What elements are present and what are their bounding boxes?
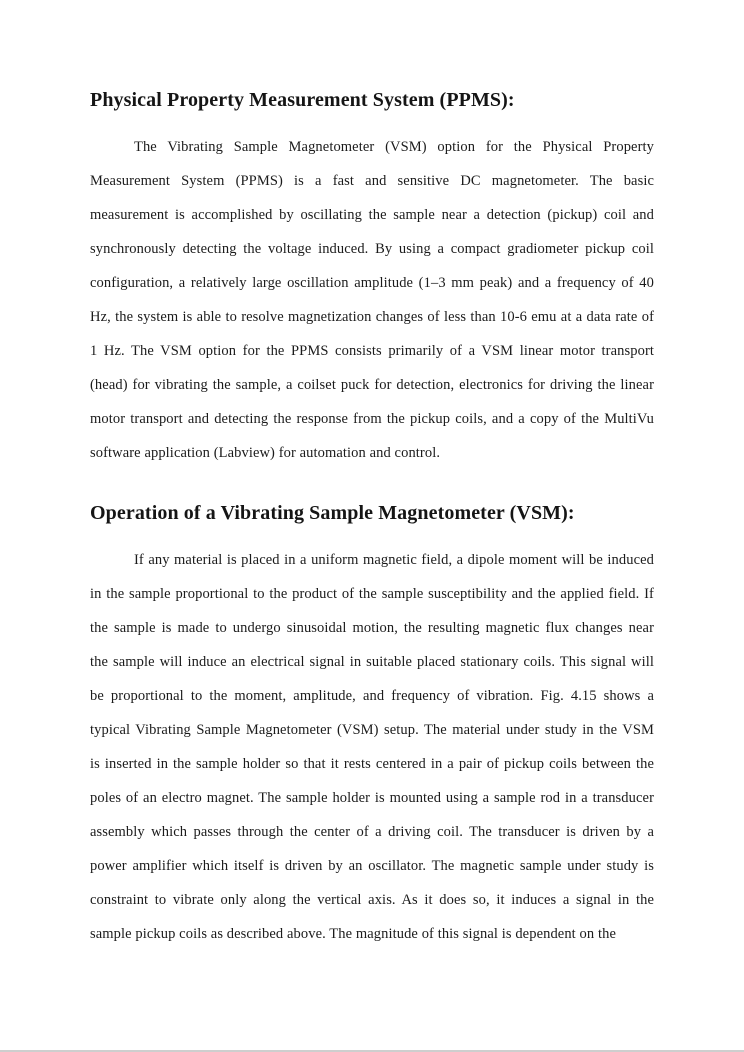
text-line: is inserted in the sample holder so that it rests centered in a pair of pickup coils between the: [90, 756, 654, 772]
text-line: in the sample proportional to the product of the sample susceptibility and the applied field. If: [90, 586, 654, 602]
text-line: power amplifier which itself is driven by an oscillator. The magnetic sample under study is: [90, 858, 654, 874]
text-line: (head) for vibrating the sample, a coilset puck for detection, electronics for driving the linear: [90, 377, 654, 393]
text-line: 1 Hz. The VSM option for the PPMS consists primarily of a VSM linear motor transport: [90, 343, 654, 359]
text-line: be proportional to the moment, amplitude, and frequency of vibration. Fig. 4.15 shows a: [90, 688, 654, 704]
text-line: Hz, the system is able to resolve magnetization changes of less than 10-6 emu at a data rate of: [90, 309, 654, 325]
text-line: configuration, a relatively large oscillation amplitude (1–3 mm peak) and a frequency of 40: [90, 275, 654, 291]
text-line: assembly which passes through the center of a driving coil. The transducer is driven by a: [90, 824, 654, 840]
paragraph-vsm-operation: [90, 543, 654, 951]
text-line: sample pickup coils as described above. The magnitude of this signal is dependent on the: [90, 926, 616, 942]
text-line: The Vibrating Sample Magnetometer (VSM) option for the Physical Property: [134, 139, 654, 155]
section-heading-vsm-operation: Operation of a Vibrating Sample Magnetometer (VSM):: [90, 502, 575, 524]
text-line: measurement is accomplished by oscillating the sample near a detection (pickup) coil and: [90, 207, 654, 223]
text-line: Measurement System (PPMS) is a fast and sensitive DC magnetometer. The basic: [90, 173, 654, 189]
text-line: synchronously detecting the voltage induced. By using a compact gradiometer pickup coil: [90, 241, 654, 257]
text-line: software application (Labview) for automation and control.: [90, 445, 441, 461]
text-line: constraint to vibrate only along the vertical axis. As it does so, it induces a signal in the: [90, 892, 654, 908]
text-line: the sample will induce an electrical signal in suitable placed stationary coils. This signal will: [90, 654, 654, 670]
text-line: If any material is placed in a uniform magnetic field, a dipole moment will be induced: [134, 552, 654, 568]
text-line: poles of an electro magnet. The sample holder is mounted using a sample rod in a transducer: [90, 790, 654, 806]
text-line: typical Vibrating Sample Magnetometer (VSM) setup. The material under study in the VSM: [90, 722, 654, 738]
text-line: the sample is made to undergo sinusoidal motion, the resulting magnetic flux changes near: [90, 620, 654, 636]
section-heading-ppms: Physical Property Measurement System (PPMS):: [90, 89, 515, 111]
paragraph-ppms-overview: [90, 130, 654, 470]
text-line: motor transport and detecting the response from the pickup coils, and a copy of the MultiVu: [90, 411, 654, 427]
